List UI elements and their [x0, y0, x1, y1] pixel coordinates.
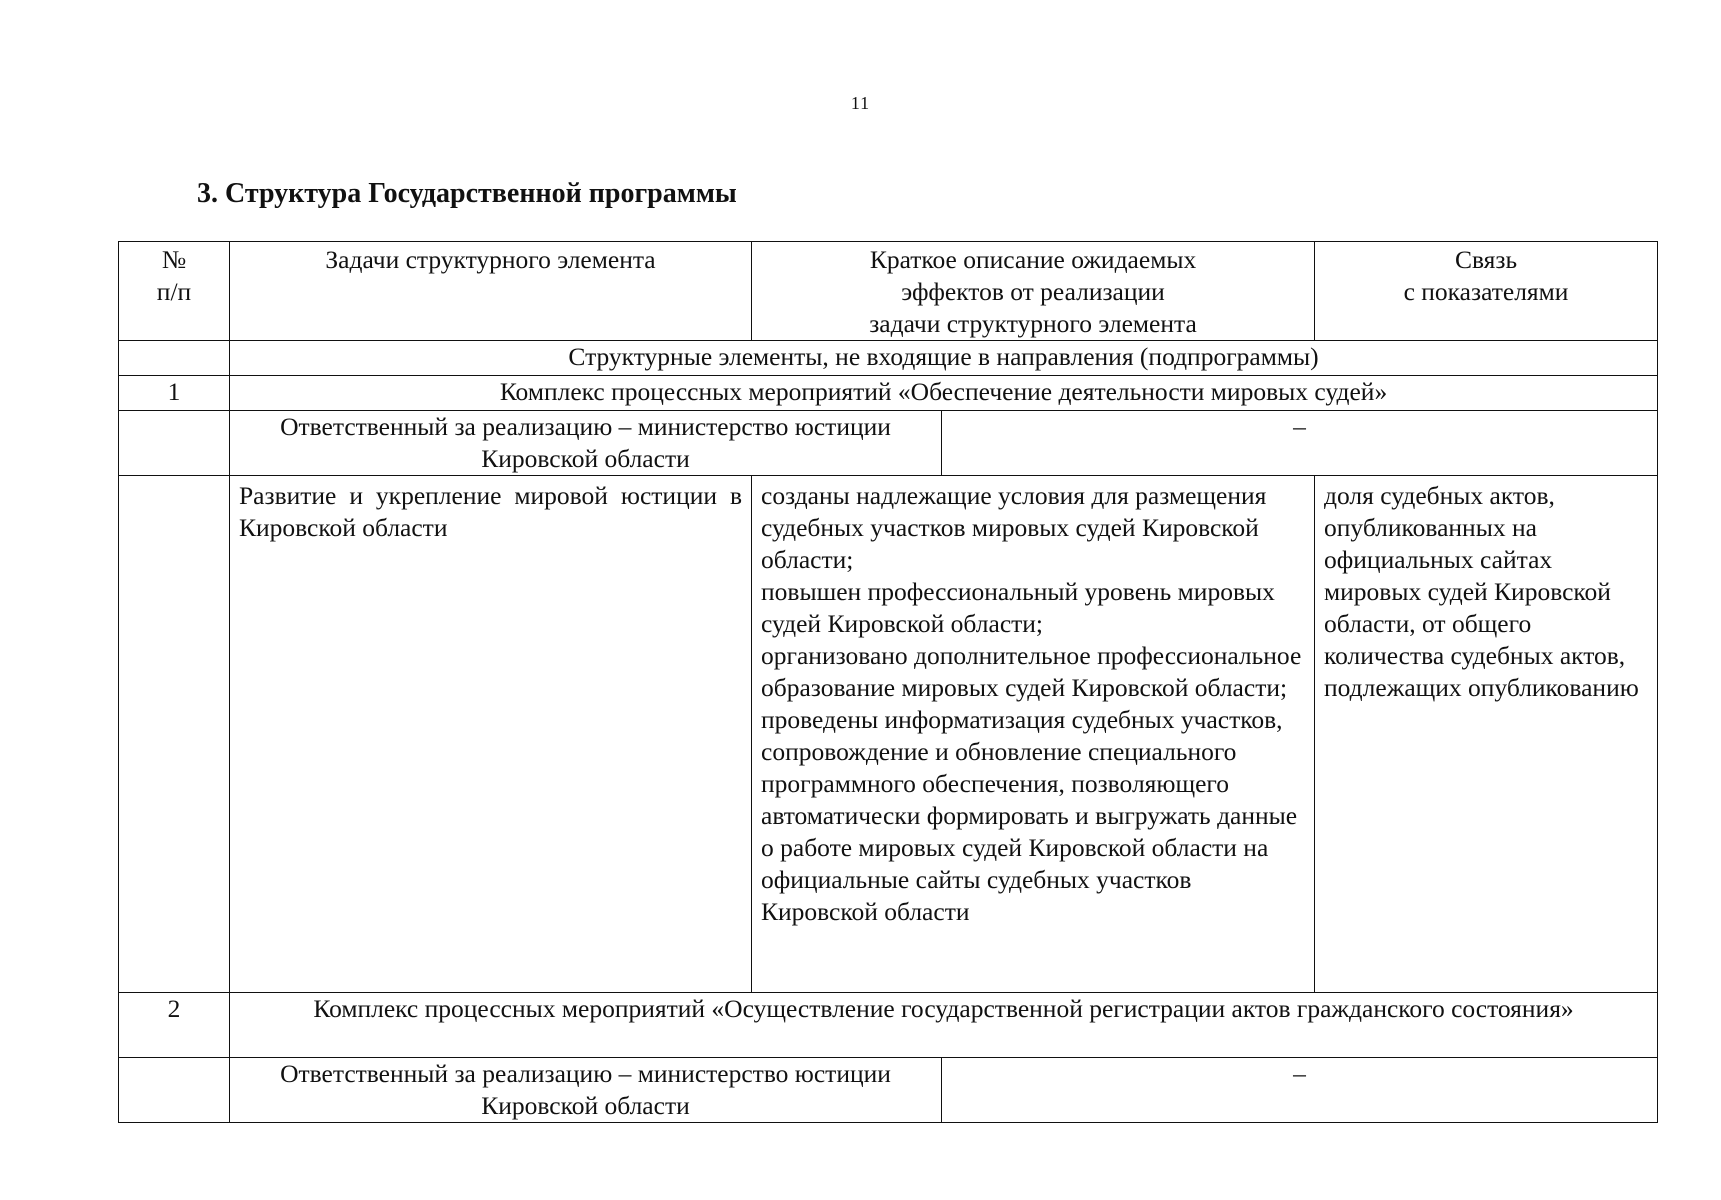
- section-1-responsible-row: [119, 411, 1658, 476]
- header-link: [1315, 242, 1658, 341]
- section-1-title: Комплекс процессных мероприятий «Обеспечение деятельности мировых судей»: [230, 376, 1658, 411]
- group-row-number-cell: [119, 341, 230, 376]
- header-tasks: [230, 242, 752, 341]
- section-1-indicator: [1315, 476, 1658, 993]
- section-1-responsible-value: –: [942, 411, 1658, 476]
- section-2-row: [119, 993, 1658, 1058]
- header-link-label: Связь с показателями: [1403, 245, 1569, 306]
- header-effects-label: Краткое описание ожидаемых эффектов от реализации задачи структурного элемента: [869, 245, 1197, 338]
- section-1-number: 1: [119, 376, 230, 411]
- group-row-title: Структурные элементы, не входящие в направления (подпрограммы): [230, 341, 1658, 376]
- section-2-responsible-row: [119, 1058, 1658, 1123]
- section-2-responsible-text: Ответственный за реализацию – министерство юстиции Кировской области: [280, 1059, 891, 1120]
- section-1-responsible: [230, 411, 942, 476]
- section-2-title: Комплекс процессных мероприятий «Осуществление государственной регистрации актов гражданского состояния»: [230, 993, 1658, 1058]
- section-2-responsible-value: –: [942, 1058, 1658, 1123]
- section-2-responsible: [230, 1058, 942, 1123]
- section-1-task: Развитие и укрепление мировой юстиции в Кировской области: [230, 476, 752, 993]
- section-1-task-number-cell: [119, 476, 230, 993]
- group-row: [119, 341, 1658, 376]
- header-number: [119, 242, 230, 341]
- structure-table: [118, 241, 1658, 1123]
- section-2-number: 2: [119, 993, 230, 1058]
- header-effects: [752, 242, 1315, 341]
- section-1-responsible-text: Ответственный за реализацию – министерство юстиции Кировской области: [280, 412, 891, 473]
- section-1-effects: [752, 476, 1315, 993]
- section-1-row: [119, 376, 1658, 411]
- section-title: 3. Структура Государственной программы: [197, 178, 737, 209]
- section-1-task-row: [119, 476, 1658, 993]
- section-1-indicator-text: доля судебных актов, опубликованных на официальных сайтах мировых судей Кировской области, от общего количества судебных актов, подлежащих опубликованию: [1324, 481, 1639, 702]
- section-1-responsible-number-cell: [119, 411, 230, 476]
- section-1-effects-text: созданы надлежащие условия для размещения судебных участков мировых судей Кировской области; повышен профессиональный уровень мировых судей Кировской области; организовано дополнительное профессиональное образование мировых судей Кировской области; проведены информатизация судебных участков, сопровождение и обновление специального программного обеспечения, позволяющего автоматически формировать и выгружать данные о работе мировых судей Кировской области на официальные сайты судебных участков Кировской области: [761, 481, 1302, 926]
- header-number-label: № п/п: [156, 245, 192, 306]
- table-header-row: [119, 242, 1658, 341]
- header-tasks-label: Задачи структурного элемента: [325, 245, 656, 274]
- page-number: 11: [850, 93, 871, 113]
- section-2-responsible-number-cell: [119, 1058, 230, 1123]
